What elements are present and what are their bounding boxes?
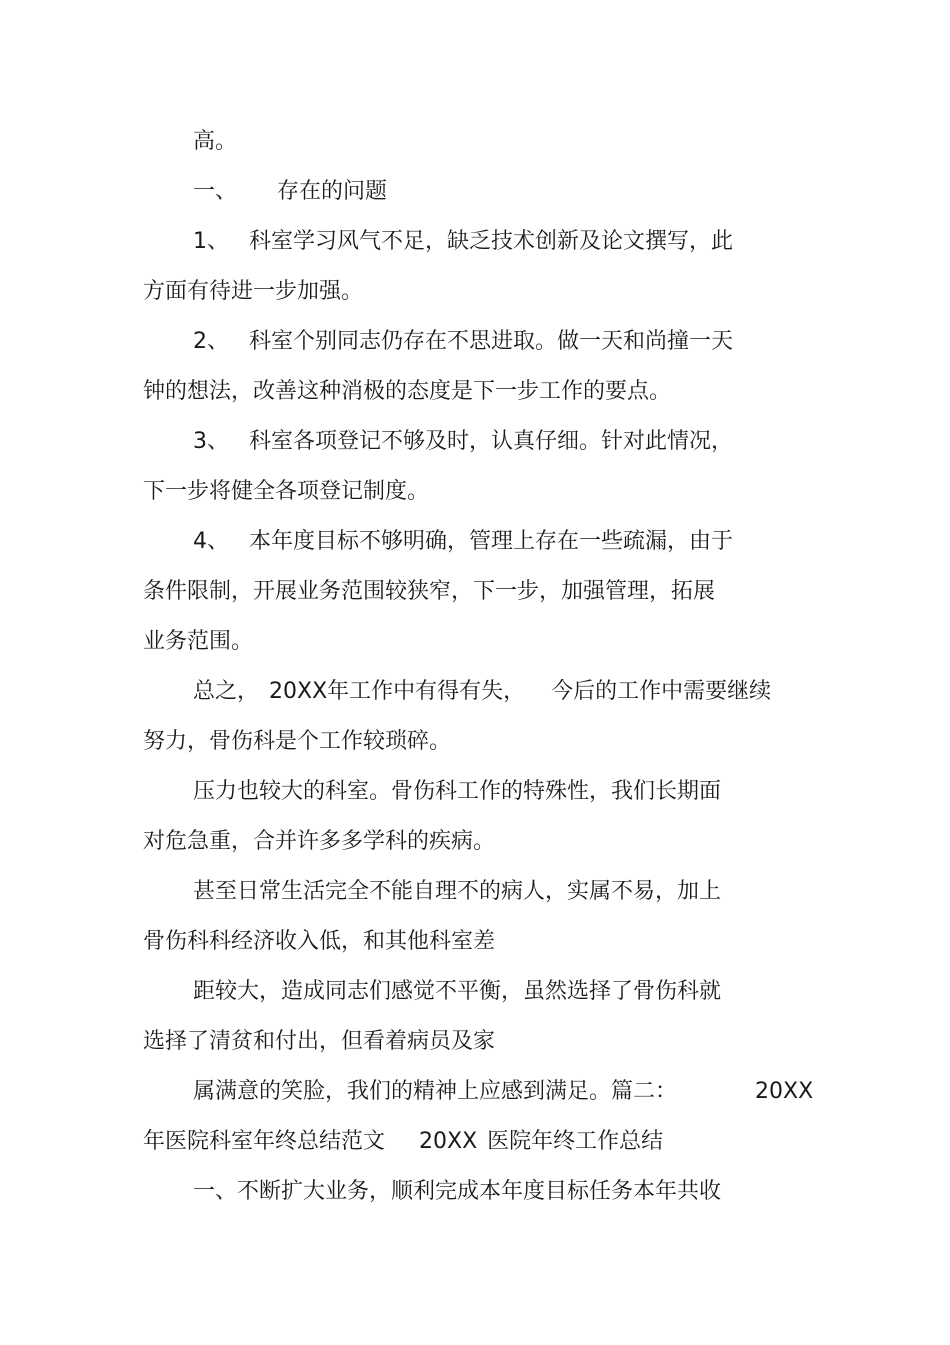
section-heading: 一、 存在的问题 <box>193 179 388 204</box>
text-line: 钟的想法，改善这种消极的态度是下一步工作的要点。 <box>143 379 672 404</box>
text-line: 20XX <box>755 1079 814 1104</box>
text-line: 业务范围。 <box>143 629 254 654</box>
text-line: 方面有待进一步加强。 <box>143 279 364 304</box>
list-item: 4、 本年度目标不够明确，管理上存在一些疏漏，由于 <box>193 529 734 554</box>
text-line: 选择了清贫和付出，但看着病员及家 <box>143 1029 496 1054</box>
text-line: 下一步将健全各项登记制度。 <box>143 479 430 504</box>
text-line: 总之， 20XX年工作中有得有失， 今后的工作中需要继续 <box>193 679 772 704</box>
text-line: 甚至日常生活完全不能自理不的病人，实属不易，加上 <box>193 879 722 904</box>
text-line: 对危急重，合并许多多学科的疾病。 <box>143 829 496 854</box>
text-line: 属满意的笑脸，我们的精神上应感到满足。篇二： <box>193 1079 678 1104</box>
list-item: 3、 科室各项登记不够及时，认真仔细。针对此情况， <box>193 429 734 454</box>
text-line: 年医院科室年终总结范文 20XX 医院年终工作总结 <box>143 1129 664 1154</box>
text-line: 压力也较大的科室。骨伤科工作的特殊性，我们长期面 <box>193 779 722 804</box>
text-line: 一、不断扩大业务，顺利完成本年度目标任务本年共收 <box>193 1179 722 1204</box>
list-item: 1、 科室学习风气不足，缺乏技术创新及论文撰写，此 <box>193 229 734 254</box>
text-line: 条件限制，开展业务范围较狭窄，下一步，加强管理，拓展 <box>143 579 716 604</box>
text-line: 骨伤科科经济收入低，和其他科室差 <box>143 929 496 954</box>
text-line: 高。 <box>193 129 238 154</box>
list-item: 2、 科室个别同志仍存在不思进取。做一天和尚撞一天 <box>193 329 734 354</box>
text-line: 努力，骨伤科是个工作较琐碎。 <box>143 729 452 754</box>
text-line: 距较大，造成同志们感觉不平衡，虽然选择了骨伤科就 <box>193 979 722 1004</box>
